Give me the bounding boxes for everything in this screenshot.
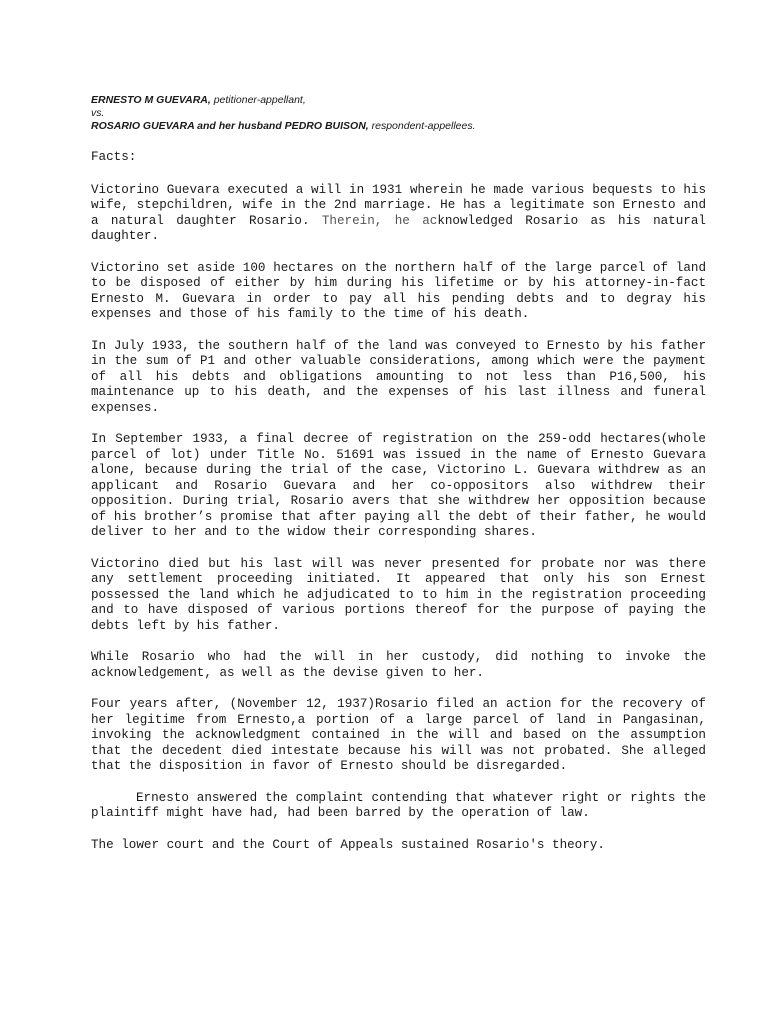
paragraph-will-execution <box>91 183 706 245</box>
paragraph-action-filed: Four years after, (November 12, 1937)Rosario filed an action for the recovery of her legitime from Ernesto,a portion of a large parcel of land in Pangasinan, invoking the acknowledgment contained in the will and based on the assumption that the decedent died intestate because his will was not probated. She alleged that the disposition in favor of Ernesto should be disregarded. <box>91 697 706 773</box>
document-page <box>91 94 706 869</box>
paragraph-text-highlight: Therein, he ac <box>321 213 438 228</box>
paragraph-southern-half: In July 1933, the southern half of the land was conveyed to Ernesto by his father in the sum of P1 and other valuable considerations, among which were the payment of all his debts and obligations amounting to not less than P16,500, his maintenance up to his death, and the expenses of his last illness and funeral expenses. <box>91 338 706 415</box>
petitioner-role: petitioner-appellant, <box>210 94 306 106</box>
case-caption <box>91 94 706 133</box>
paragraph-text: Victorino Guevara executed a will in 1931 wherein he made various bequests to his wife, stepchildren, wife in the 2nd marriage. He has a legitimate son Ernesto and a natural daughter Rosario. <box>91 182 706 228</box>
paragraph-northern-half: Victorino set aside 100 hectares on the northern half of the large parcel of land to be disposed of either by him during his lifetime or by his attorney-in-fact Ernesto M. Guevara in order to pay all his pending debts and to degray his expenses and those of his family to the time of his death. <box>91 260 706 321</box>
section-heading: Facts: <box>91 150 137 164</box>
paragraph-victorino-death: Victorino died but his last will was never presented for probate nor was there any settlement proceeding initiated. It appeared that only his son Ernest possessed the land which he adjudicated to to him in the registration proceeding and to have disposed of various portions thereof for the purpose of paying the debts left by his father. <box>91 556 706 633</box>
versus-line: vs. <box>91 107 105 119</box>
respondent-role: respondent-appellees. <box>368 120 476 132</box>
paragraph-ernesto-answer: Ernesto answered the complaint contending that whatever right or rights the plaintiff might have had, had been barred by the operation of law. <box>91 790 706 820</box>
respondent-name: ROSARIO GUEVARA and her husband PEDRO BUISON, <box>91 120 369 132</box>
paragraph-rosario-custody: While Rosario who had the will in her custody, did nothing to invoke the acknowledgement, as well as the devise given to her. <box>91 650 706 680</box>
paragraph-registration-decree: In September 1933, a final decree of registration on the 259-odd hectares(whole parcel of lot) under Title No. 51691 was issued in the name of Ernesto Guevara alone, because during the trial of the case, Victorino L. Guevara withdrew as an applicant and Rosario Guevara and her co-oppositors also withdrew their opposition. During trial, Rosario avers that she withdrew her opposition because of his brother’s promise that after paying all the debt of their father, he would deliver to her and to the widow their corresponding shares. <box>91 432 706 539</box>
paragraph-text: knowledged Rosario as his natural daughter. <box>91 213 706 243</box>
petitioner-line <box>91 94 706 107</box>
paragraph-court-ruling: The lower court and the Court of Appeals sustained Rosario's theory. <box>91 837 605 852</box>
petitioner-name: ERNESTO M GUEVARA, <box>91 94 211 106</box>
respondent-line <box>91 120 706 133</box>
